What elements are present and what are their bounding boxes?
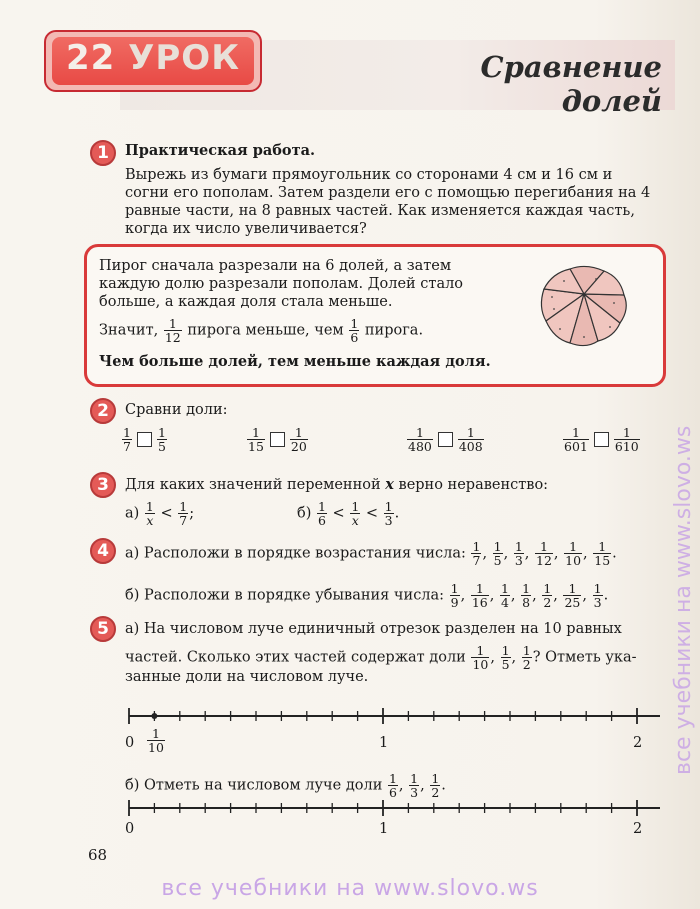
task-4b: б) Расположи в порядке убывания числа: $\frac{1}{9}$ , $\frac{1}{16}$ , $\frac{1}{4}$ , $\frac{1}{8}$ , $\frac{1}{2}$ , $\frac{1}{25}$ , $\frac{1}{3}$ . (125, 581, 609, 610)
rule-line-1: Пирог сначала разрезали на 6 долей, а затем (99, 258, 452, 274)
task-1-line-2: согни его пополам. Затем раздели его с помощью перегибания на 4 (125, 185, 651, 201)
ray-1-mark-label: $\frac{1}{10}$ (148, 726, 164, 755)
rule-conclusion: Значит, $\frac{1}{12}$ пирога меньше, чем $\frac{1}{6}$ пирога. (99, 316, 424, 345)
task-5b: б) Отметь на числовом луче доли $\frac{1}{6}$ , $\frac{1}{3}$ , $\frac{1}{2}$ . (125, 771, 446, 800)
page-title (481, 50, 662, 118)
task-1-line-1: Вырежь из бумаги прямоугольник со сторонами 4 см и 16 см и (125, 167, 613, 183)
task-4-number: 4 (90, 538, 116, 564)
ray-1-marked-point (151, 713, 157, 719)
lesson-badge (44, 30, 262, 92)
rule-line-2: каждую долю разрезали пополам. Долей стало (99, 276, 464, 292)
rule-statement: Чем больше долей, тем меньше каждая доля. (99, 353, 491, 370)
number-ray-2 (120, 796, 665, 820)
task-5a-line-1: а) На числовом луче единичный отрезок разделен на 10 равных (125, 621, 622, 637)
ray-2-label-0: 0 (125, 821, 135, 837)
compare-pair-2: $\frac{1}{15}$ $\frac{1}{20}$ (248, 425, 307, 454)
task-2-text: Сравни доли: (125, 402, 228, 418)
task-5-number: 5 (90, 616, 116, 642)
lesson-number: 22 (66, 38, 116, 78)
task-1-heading: Практическая работа. (125, 142, 316, 159)
side-watermark (668, 120, 698, 780)
task-1-line-3: равные части, на 8 равных частей. Как изменяется каждая часть, (125, 203, 635, 219)
title-line-2: долей (561, 84, 662, 118)
compare-pair-4: $\frac{1}{601}$ $\frac{1}{610}$ (564, 425, 639, 454)
bottom-watermark: все учебники на www.slovo.ws (161, 876, 539, 901)
ray-1-label-2: 2 (633, 735, 643, 751)
compare-box[interactable] (270, 432, 285, 447)
fraction: $\frac{1}{12}$ (164, 316, 181, 345)
fraction: $\frac{1}{6}$ (350, 316, 359, 345)
ray-1-label-1: 1 (379, 735, 389, 751)
compare-pair-3: $\frac{1}{480}$ $\frac{1}{408}$ (408, 425, 483, 454)
page-number: 68 (88, 846, 108, 864)
compare-pair-1: $\frac{1}{7}$ $\frac{1}{5}$ (123, 425, 166, 454)
task-4a: а) Расположи в порядке возрастания числа: $\frac{1}{7}$ , $\frac{1}{5}$ , $\frac{1}{3}$ , $\frac{1}{12}$ , $\frac{1}{10}$ , $\frac{1}{15}$ . (125, 539, 617, 568)
task-2-number: 2 (90, 398, 116, 424)
task-5a-line-2: частей. Сколько этих частей содержат доли $\frac{1}{10}$ , $\frac{1}{5}$ , $\frac{1}{2}$ ? Отметь ука- (125, 643, 637, 672)
ray-1-label-0: 0 (125, 735, 135, 751)
compare-box[interactable] (438, 432, 453, 447)
rule-line-3: больше, а каждая доля стала меньше. (99, 294, 393, 310)
ray-2-label-2: 2 (633, 821, 643, 837)
task-3b: б) $\frac{1}{6}$ < $\frac{1}{x}$ < $\frac{1}{3}$ . (297, 499, 400, 528)
svg-text:все учебники на www.slovo.ws: все учебники на www.slovo.ws (671, 425, 696, 775)
task-3-text: Для каких значений переменной x верно неравенство: (125, 476, 549, 493)
pie-illustration (524, 259, 644, 357)
title-line-1: Сравнение (480, 50, 662, 84)
task-1-line-4: когда их число увеличивается? (125, 221, 367, 237)
task-1-number: 1 (90, 140, 116, 166)
ray-2-label-1: 1 (379, 821, 389, 837)
number-ray-1 (120, 704, 665, 728)
lesson-word: УРОК (128, 38, 240, 78)
task-3-number: 3 (90, 472, 116, 498)
task-5a-line-3: занные доли на числовом луче. (125, 669, 369, 685)
compare-box[interactable] (137, 432, 152, 447)
task-3a: а) $\frac{1}{x}$ < $\frac{1}{7}$ ; (125, 499, 195, 528)
rule-box (84, 244, 666, 387)
compare-box[interactable] (594, 432, 609, 447)
